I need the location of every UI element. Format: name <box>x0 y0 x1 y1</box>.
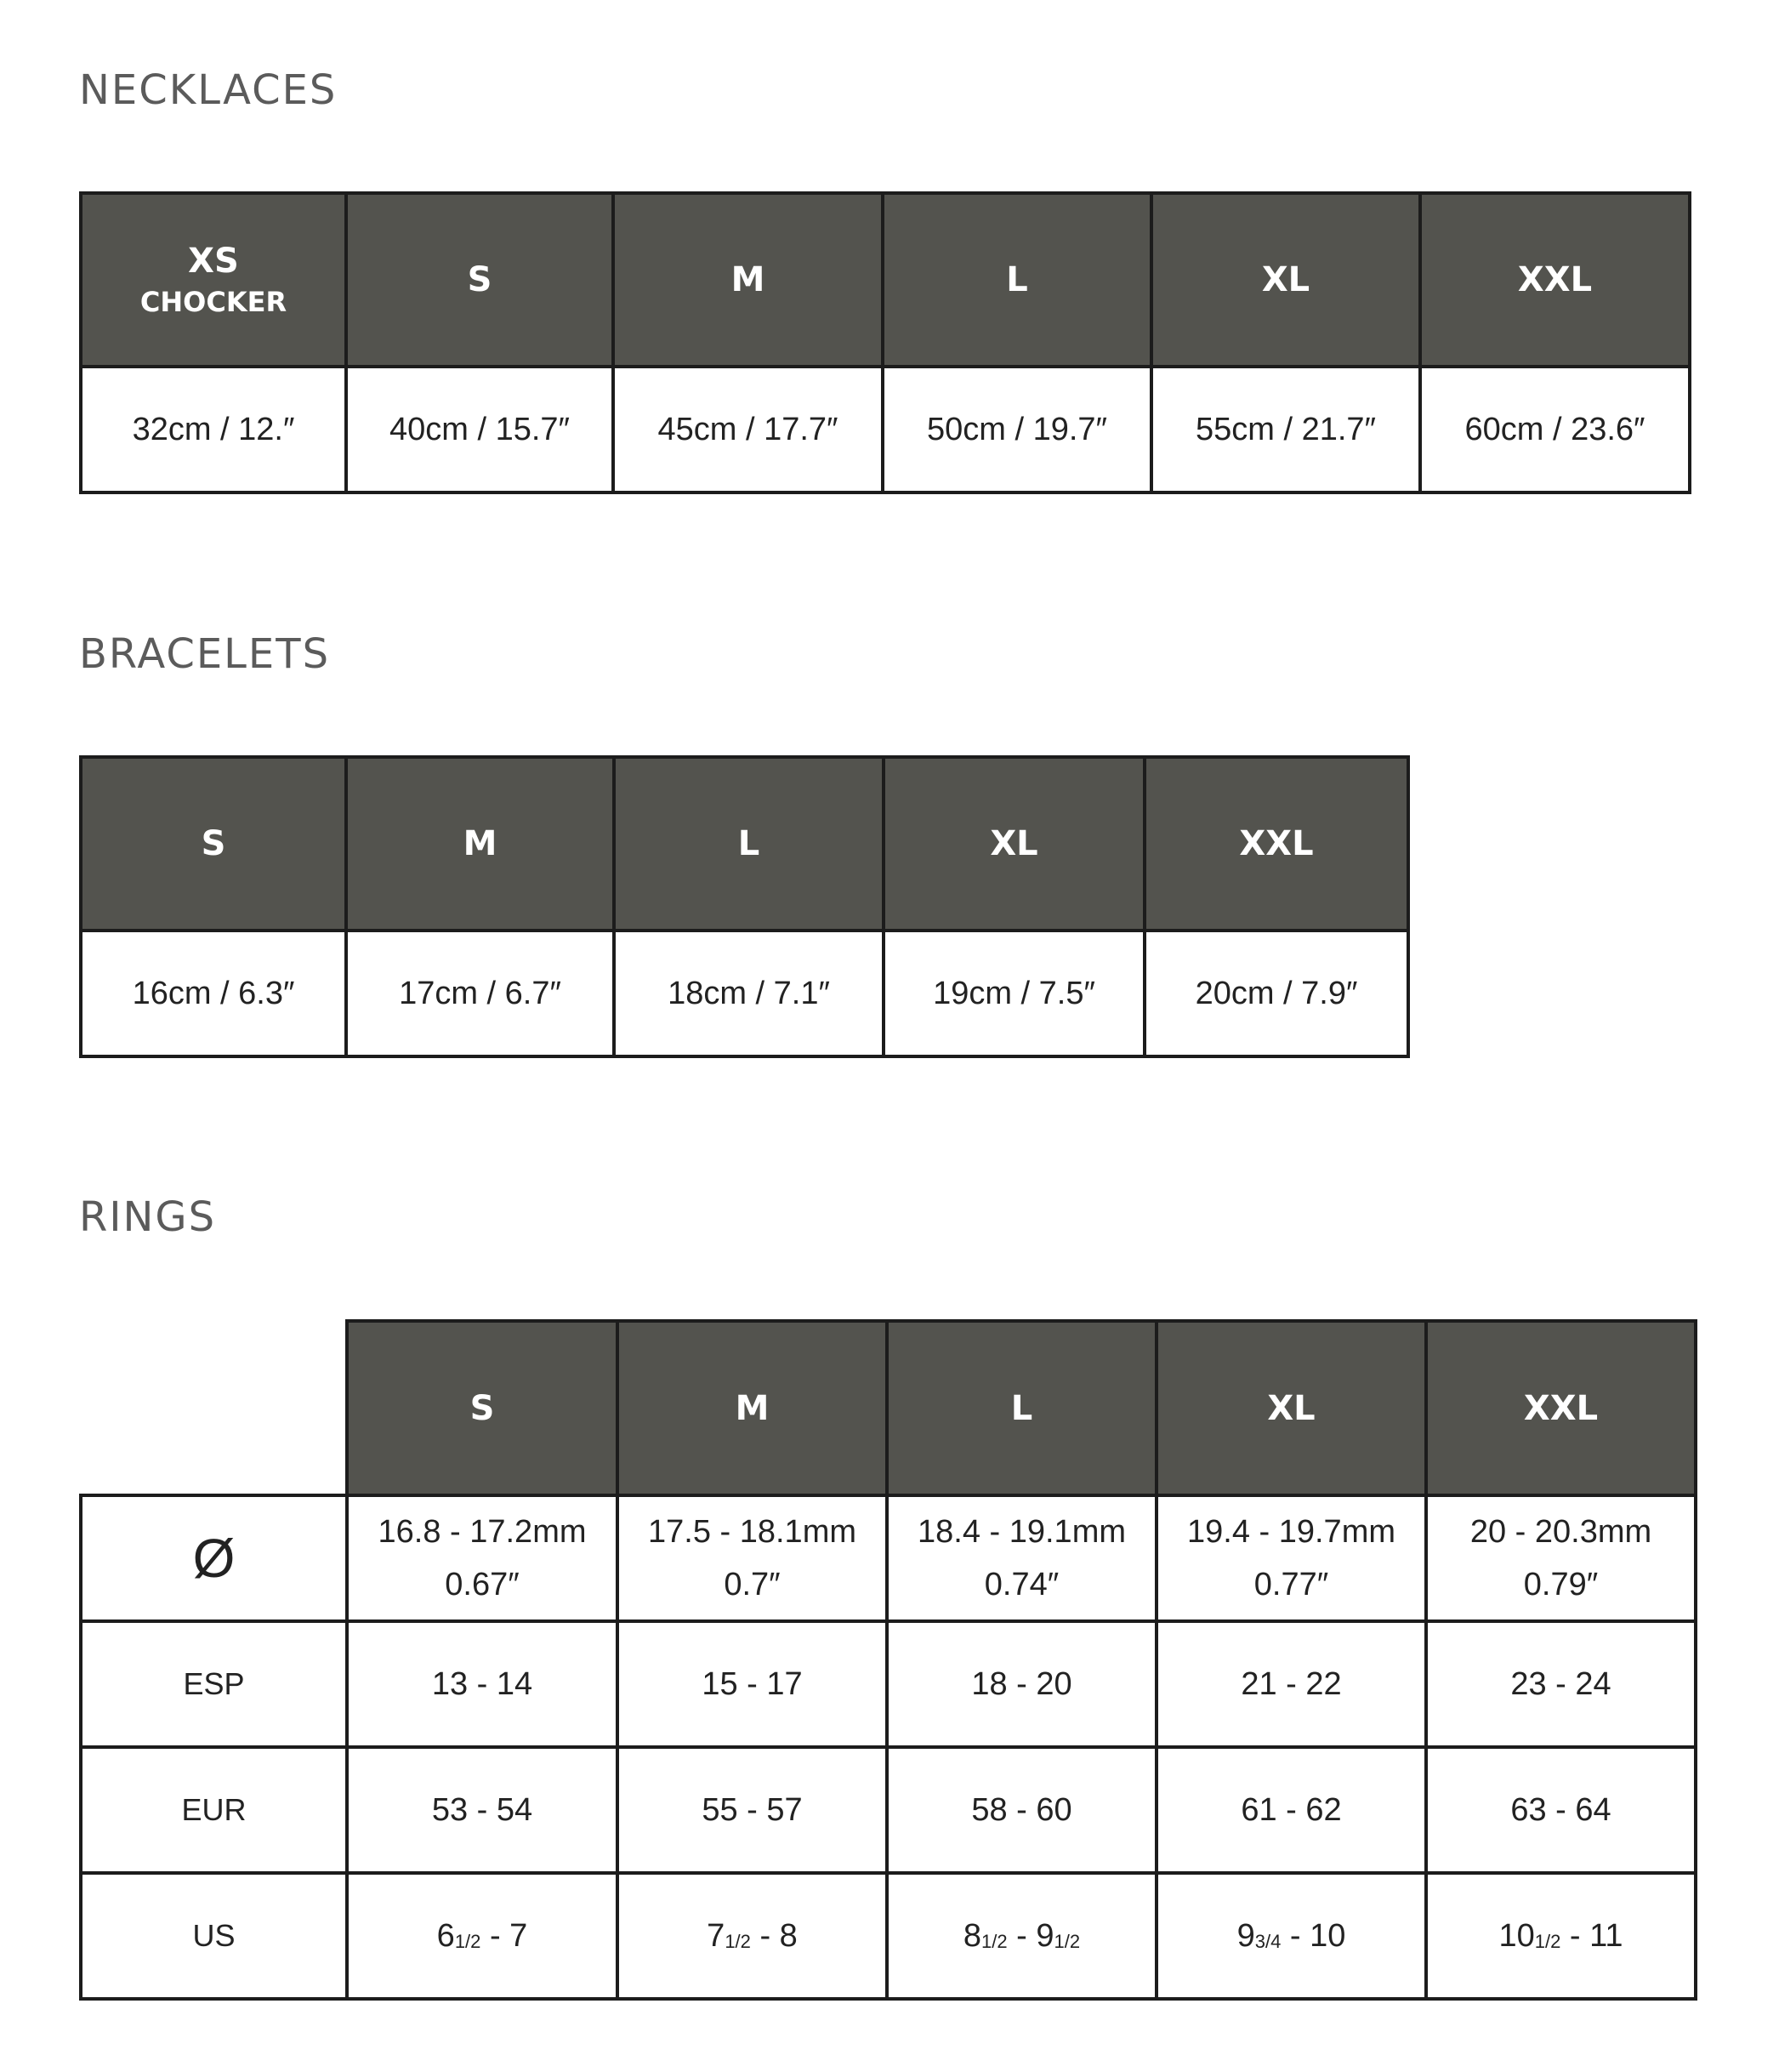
necklace-size-s: S <box>346 193 613 367</box>
rings-esp-row <box>81 1621 1696 1747</box>
bracelet-length-s: 16cm / 6.3″ <box>81 931 346 1056</box>
ring-esp-m: 15 - 17 <box>617 1621 887 1747</box>
ring-eur-l: 58 - 60 <box>887 1747 1157 1873</box>
bracelet-length-l: 18cm / 7.1″ <box>614 931 884 1056</box>
bracelets-title: BRACELETS <box>79 630 331 678</box>
ring-eur-m: 55 - 57 <box>617 1747 887 1873</box>
necklace-size-xs: XS CHOCKER <box>81 193 346 367</box>
ring-diameter-xxl: 20 - 20.3mm 0.79″ <box>1426 1495 1696 1621</box>
ring-eur-xl: 61 - 62 <box>1157 1747 1426 1873</box>
ring-diameter-s: 16.8 - 17.2mm 0.67″ <box>347 1495 617 1621</box>
ring-esp-l: 18 - 20 <box>887 1621 1157 1747</box>
bracelet-size-s: S <box>81 757 346 931</box>
ring-eur-xxl: 63 - 64 <box>1426 1747 1696 1873</box>
ring-us-label: US <box>81 1873 347 1999</box>
bracelet-length-xl: 19cm / 7.5″ <box>884 931 1145 1056</box>
rings-title: RINGS <box>79 1193 217 1241</box>
bracelet-size-m: M <box>346 757 614 931</box>
ring-esp-s: 13 - 14 <box>347 1621 617 1747</box>
ring-esp-xxl: 23 - 24 <box>1426 1621 1696 1747</box>
ring-diameter-xl: 19.4 - 19.7mm 0.77″ <box>1157 1495 1426 1621</box>
ring-diameter-l: 18.4 - 19.1mm 0.74″ <box>887 1495 1157 1621</box>
necklace-length-l: 50cm / 19.7″ <box>883 367 1151 492</box>
necklace-length-xxl: 60cm / 23.6″ <box>1420 367 1690 492</box>
ring-diameter-m: 17.5 - 18.1mm 0.7″ <box>617 1495 887 1621</box>
necklaces-header-row <box>81 193 1690 367</box>
ring-esp-xl: 21 - 22 <box>1157 1621 1426 1747</box>
necklaces-length-row <box>81 367 1690 492</box>
necklace-size-m: M <box>613 193 883 367</box>
ring-esp-label: ESP <box>81 1621 347 1747</box>
ring-us-m: 71/2 - 8 <box>617 1873 887 1999</box>
necklace-length-s: 40cm / 15.7″ <box>346 367 613 492</box>
ring-us-l: 81/2 - 91/2 <box>887 1873 1157 1999</box>
necklace-size-xxl: XXL <box>1420 193 1690 367</box>
necklace-length-xs: 32cm / 12.″ <box>81 367 346 492</box>
bracelets-length-row <box>81 931 1408 1056</box>
necklace-size-xl: XL <box>1151 193 1420 367</box>
necklace-size-l: L <box>883 193 1151 367</box>
bracelet-size-xxl: XXL <box>1145 757 1408 931</box>
necklace-length-m: 45cm / 17.7″ <box>613 367 883 492</box>
necklace-length-xl: 55cm / 21.7″ <box>1151 367 1420 492</box>
ring-us-s: 61/2 - 7 <box>347 1873 617 1999</box>
ring-size-xxl: XXL <box>1426 1321 1696 1495</box>
bracelets-header-row <box>81 757 1408 931</box>
rings-diameter-row <box>81 1495 1696 1621</box>
ring-size-s: S <box>347 1321 617 1495</box>
ring-eur-label: EUR <box>81 1747 347 1873</box>
bracelet-length-m: 17cm / 6.7″ <box>346 931 614 1056</box>
bracelet-length-xxl: 20cm / 7.9″ <box>1145 931 1408 1056</box>
rings-header-row <box>81 1321 1696 1495</box>
rings-corner-blank <box>81 1321 347 1495</box>
ring-us-xl: 93/4 - 10 <box>1157 1873 1426 1999</box>
ring-size-l: L <box>887 1321 1157 1495</box>
ring-eur-s: 53 - 54 <box>347 1747 617 1873</box>
bracelet-size-xl: XL <box>884 757 1145 931</box>
bracelet-size-l: L <box>614 757 884 931</box>
rings-us-row <box>81 1873 1696 1999</box>
rings-eur-row <box>81 1747 1696 1873</box>
necklaces-size-table <box>79 191 1691 494</box>
bracelets-size-table <box>79 755 1410 1058</box>
necklace-size-xs-sub: CHOCKER <box>139 286 287 318</box>
ring-size-m: M <box>617 1321 887 1495</box>
ring-size-xl: XL <box>1157 1321 1426 1495</box>
rings-size-table <box>79 1319 1697 2001</box>
diameter-icon: Ø <box>81 1495 347 1621</box>
necklaces-title: NECKLACES <box>79 66 338 114</box>
ring-us-xxl: 101/2 - 11 <box>1426 1873 1696 1999</box>
